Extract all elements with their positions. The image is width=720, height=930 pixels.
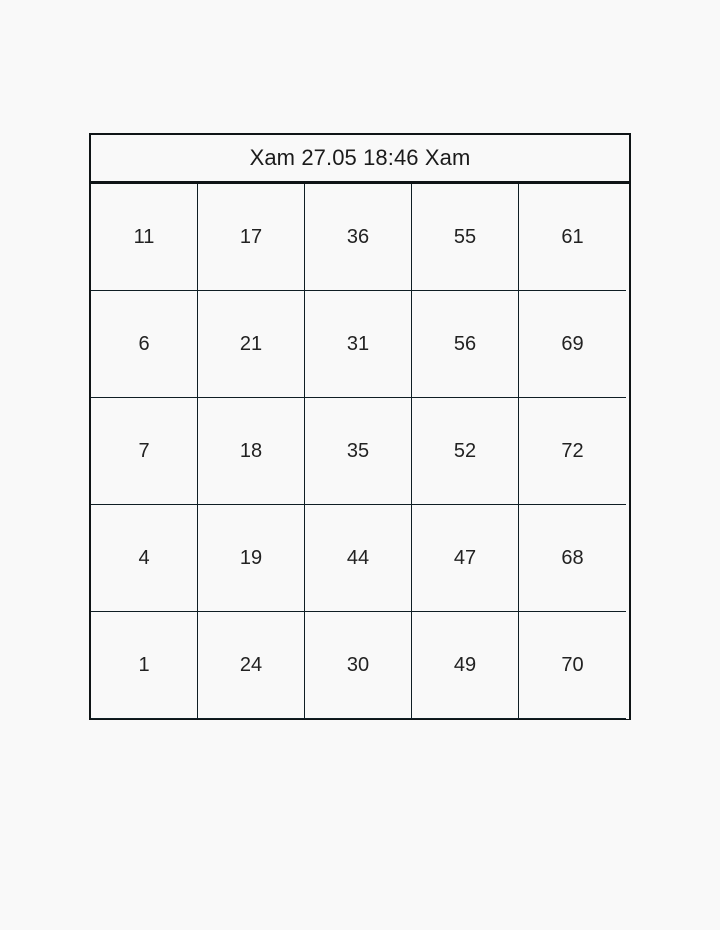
number-grid	[91, 184, 629, 719]
grid-cell-r5c4[interactable]: 49	[412, 612, 519, 719]
grid-cell-r5c5[interactable]: 70	[519, 612, 626, 719]
grid-cell-r3c5[interactable]: 72	[519, 398, 626, 505]
grid-cell-r2c4[interactable]: 56	[412, 291, 519, 398]
grid-cell-r4c1[interactable]: 4	[91, 505, 198, 612]
bingo-card	[89, 133, 631, 720]
card-title: Xam 27.05 18:46 Xam	[91, 135, 629, 184]
grid-cell-r5c1[interactable]: 1	[91, 612, 198, 719]
grid-cell-r3c1[interactable]: 7	[91, 398, 198, 505]
grid-cell-r2c5[interactable]: 69	[519, 291, 626, 398]
grid-cell-r2c1[interactable]: 6	[91, 291, 198, 398]
grid-cell-r1c3[interactable]: 36	[305, 184, 412, 291]
grid-cell-r1c2[interactable]: 17	[198, 184, 305, 291]
grid-cell-r4c4[interactable]: 47	[412, 505, 519, 612]
grid-cell-r3c4[interactable]: 52	[412, 398, 519, 505]
grid-cell-r1c1[interactable]: 11	[91, 184, 198, 291]
grid-cell-r4c2[interactable]: 19	[198, 505, 305, 612]
grid-cell-r3c3[interactable]: 35	[305, 398, 412, 505]
grid-cell-r3c2[interactable]: 18	[198, 398, 305, 505]
grid-cell-r1c5[interactable]: 61	[519, 184, 626, 291]
grid-cell-r2c2[interactable]: 21	[198, 291, 305, 398]
grid-cell-r1c4[interactable]: 55	[412, 184, 519, 291]
grid-cell-r2c3[interactable]: 31	[305, 291, 412, 398]
grid-cell-r4c3[interactable]: 44	[305, 505, 412, 612]
grid-cell-r5c3[interactable]: 30	[305, 612, 412, 719]
grid-cell-r5c2[interactable]: 24	[198, 612, 305, 719]
grid-cell-r4c5[interactable]: 68	[519, 505, 626, 612]
